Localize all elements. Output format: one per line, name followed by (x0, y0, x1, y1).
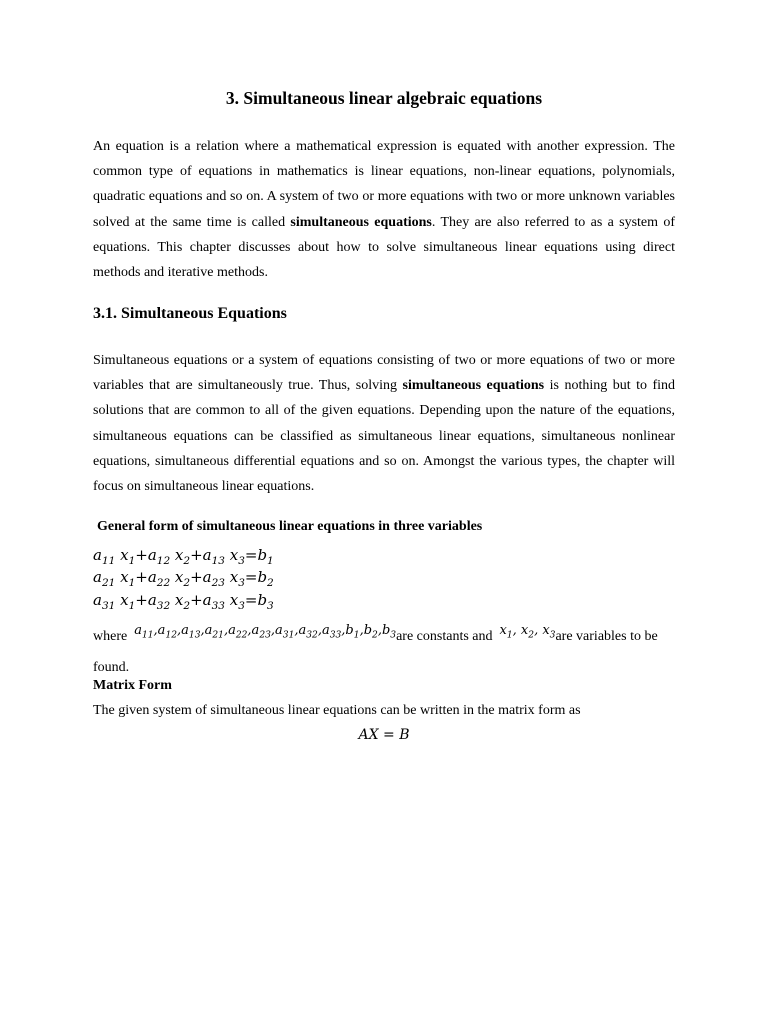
intro-text-2: . They are also referred to as a system of equations. This chapter discusses about how to solve simultaneous linear equations using direct methods and iterative methods. (93, 214, 675, 281)
section-text-2: is nothing but to find solutions that are common to all of the given equations. Depending upon the nature of the equations, simultaneous equations can be classified as simultaneous linear equations, simultaneous nonlinear equations, simultaneous differential equations and so on. Amongst the various types, the chapter will focus on simultaneous linear equations. (93, 378, 675, 495)
variables-phrase: are variables to be found. (93, 629, 658, 676)
where-word: where (93, 629, 128, 644)
coef-sub: 13 (211, 555, 225, 567)
coef-sub: 32 (156, 600, 171, 612)
matrix-form-heading: Matrix Form (93, 678, 172, 693)
coef-sub: 21 (101, 577, 116, 589)
rhs-sub: 3 (267, 600, 274, 612)
coef-sub: 22 (156, 577, 171, 589)
section-text-1: Simultaneous equations or a system of equations consisting of two or more equations of two or more variables that are simultaneously true. Thus, solving (93, 353, 675, 394)
coef-sub: 23 (211, 577, 225, 589)
general-form-heading: General form of simultaneous linear equations in three variables (97, 519, 483, 534)
matrix-equation: AX = B (358, 727, 410, 743)
section-heading: 3.1. Simultaneous Equations (93, 305, 287, 322)
coef-sub: 31 (101, 600, 116, 612)
section-bold-term: simultaneous equations (402, 378, 545, 394)
constants-list: $a_{11},a_{12},a_{13},a_{21},a_{22},a_{23},a_{31},a_{32},a_{33},b_1,b_2,b_3$ (134, 623, 397, 641)
rhs-sub: 2 (267, 577, 274, 589)
equation-row-2: $a_{21}$ $x_1+a_{22}$ $x_2+a_{23}$ $x_3=b_2$ (93, 568, 274, 589)
variables-list: $x_1$, $x_2$, $x_3$ (499, 623, 556, 641)
equation-row-1: $a_{11}$ $x_1+a_{12}$ $x_2+a_{13}$ $x_3=b_1$ (93, 546, 274, 567)
equation-row-3: $a_{31}$ $x_1+a_{32}$ $x_2+a_{33}$ $x_3=b_3$ (93, 591, 274, 612)
constants-phrase: are constants and (396, 629, 493, 644)
rhs-sub: 1 (267, 555, 274, 567)
intro-text-1: An equation is a relation where a mathematical expression is equated with another expression. The common type of equations in mathematics is linear equations, non-linear equations, polynomials, quadratic equations and so on. A system of two or more equations with two or more unknown variables solved at the same time is called (93, 139, 675, 230)
page-title: 3. Simultaneous linear algebraic equations (225, 88, 543, 108)
intro-bold-term: simultaneous equations (290, 214, 432, 230)
coef-sub: 11 (101, 555, 116, 567)
coef-sub: 12 (156, 555, 171, 567)
coef-sub: 33 (211, 600, 225, 612)
intro-paragraph (93, 134, 675, 285)
section-paragraph (93, 348, 675, 499)
matrix-form-intro: The given system of simultaneous linear equations can be written in the matrix form as (93, 703, 581, 718)
where-paragraph (93, 624, 675, 681)
